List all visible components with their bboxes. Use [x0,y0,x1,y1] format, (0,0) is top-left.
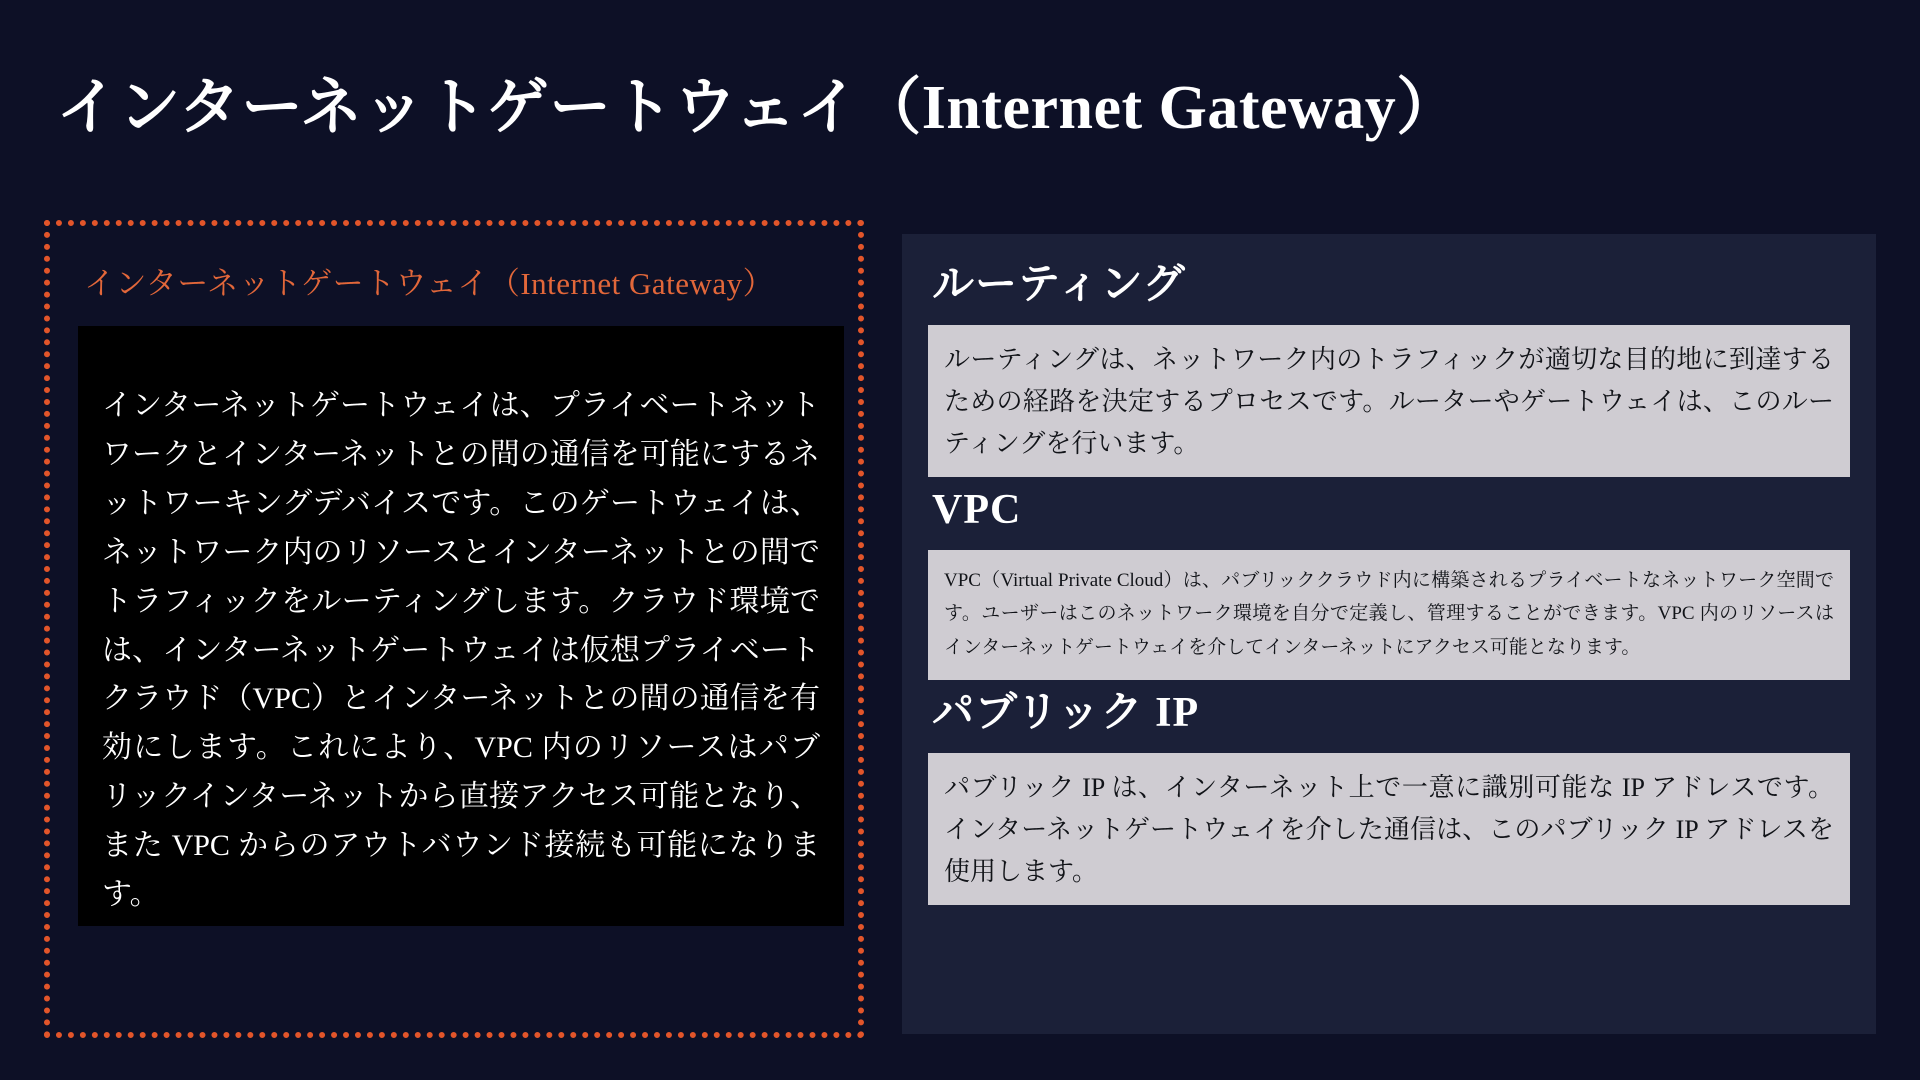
left-highlight-panel [44,220,864,1038]
right-sections-panel [902,234,1876,1034]
left-panel-body-text: インターネットゲートウェイは、プライベートネットワークとインターネットとの間の通信を可能にするネットワーキングデバイスです。このゲートウェイは、ネットワーク内のリソースとインターネットとの間でトラフィックをルーティングします。クラウド環境では、インターネットゲートウェイは仮想プライベートクラウド（VPC）とインターネットとの間の通信を有効にします。これにより、VPC 内のリソースはパブリックインターネットから直接アクセス可能となり、また VPC からのアウトバウンド接続も可能になります。 [102,389,820,911]
left-panel-body-box [78,326,844,926]
section-body-routing: ルーティングは、ネットワーク内のトラフィックが適切な目的地に到達するための経路を決定するプロセスです。ルーターやゲートウェイは、このルーティングを行います。 [928,325,1850,477]
section-heading-public-ip: パブリック IP [932,690,1200,736]
page-title: インターネットゲートウェイ（Internet Gateway） [56,73,1459,142]
section-body-public-ip: パブリック IP は、インターネット上で一意に識別可能な IP アドレスです。インターネットゲートウェイを介した通信は、このパブリック IP アドレスを使用します。 [928,753,1850,905]
section-heading-vpc: VPC [932,487,1022,533]
left-panel-heading: インターネットゲートウェイ（Internet Gateway） [84,266,775,301]
section-body-vpc: VPC（Virtual Private Cloud）は、パブリッククラウド内に構築されるプライベートなネットワーク空間です。ユーザーはこのネットワーク環境を自分で定義し、管理することができます。VPC 内のリソースはインターネットゲートウェイを介してインターネットにアクセス可能となります。 [928,550,1850,680]
section-heading-routing: ルーティング [932,262,1186,308]
